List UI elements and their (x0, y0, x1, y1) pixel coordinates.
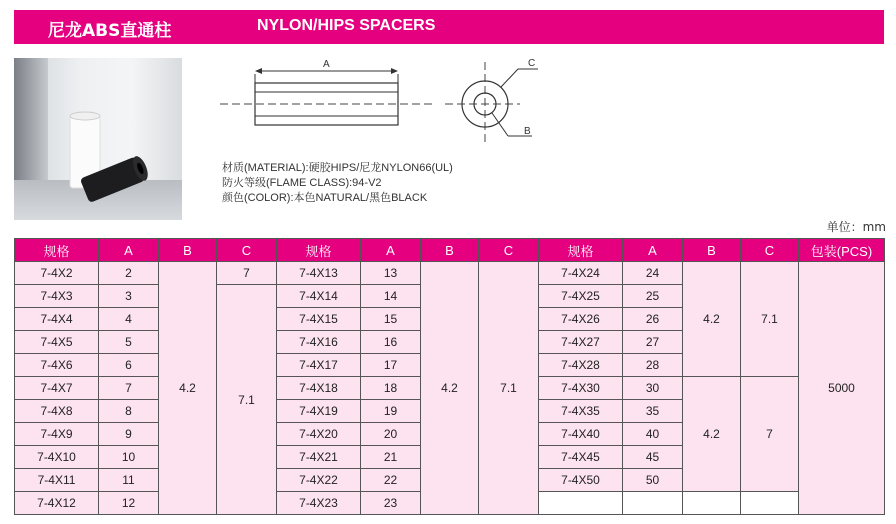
a-cell: 21 (361, 446, 421, 469)
dim-c-label: C (528, 58, 536, 69)
spec-cell: 7-4X9 (15, 423, 99, 446)
a-cell: 16 (361, 331, 421, 354)
a-cell: 30 (623, 377, 683, 400)
spacer-render-image (14, 58, 182, 220)
col-header: 规格 (15, 239, 99, 262)
spec-cell: 7-4X30 (539, 377, 623, 400)
col-header: C (479, 239, 539, 262)
spec-cell: 7-4X23 (277, 492, 361, 515)
a-cell: 25 (623, 285, 683, 308)
empty-cell (683, 492, 741, 515)
a-cell: 12 (99, 492, 159, 515)
dim-a-label: A (323, 59, 330, 70)
section-header (14, 10, 884, 44)
spec-cell: 7-4X5 (15, 331, 99, 354)
col-header: 规格 (539, 239, 623, 262)
spec-cell: 7-4X16 (277, 331, 361, 354)
empty-cell (741, 492, 799, 515)
col-header: A (99, 239, 159, 262)
col-header: B (683, 239, 741, 262)
spec-cell: 7-4X7 (15, 377, 99, 400)
a-cell: 8 (99, 400, 159, 423)
spec-cell: 7-4X25 (539, 285, 623, 308)
a-cell: 4 (99, 308, 159, 331)
col-header: C (217, 239, 277, 262)
spec-cell: 7-4X28 (539, 354, 623, 377)
a-cell: 3 (99, 285, 159, 308)
a-cell: 6 (99, 354, 159, 377)
col-header: A (361, 239, 421, 262)
a-cell: 13 (361, 262, 421, 285)
unit-label: 单位：mm (826, 220, 886, 234)
a-cell: 18 (361, 377, 421, 400)
spec-cell: 7-4X10 (15, 446, 99, 469)
a-cell: 10 (99, 446, 159, 469)
spec-cell: 7-4X27 (539, 331, 623, 354)
empty-cell (539, 492, 623, 515)
spec-cell: 7-4X21 (277, 446, 361, 469)
a-cell: 11 (99, 469, 159, 492)
spec-cell: 7-4X18 (277, 377, 361, 400)
spec-cell: 7-4X26 (539, 308, 623, 331)
a-cell: 7 (99, 377, 159, 400)
spec-cell: 7-4X12 (15, 492, 99, 515)
spec-text (222, 161, 453, 206)
table-header-row (15, 239, 885, 262)
spec-cell: 7-4X17 (277, 354, 361, 377)
dimension-diagram (220, 54, 550, 146)
spacer-spec-table (14, 238, 885, 515)
a-cell: 22 (361, 469, 421, 492)
c-cell: 7.1 (479, 262, 539, 515)
title-en: NYLON/HIPS SPACERS (257, 17, 436, 34)
spec-cell: 7-4X14 (277, 285, 361, 308)
spec-cell: 7-4X15 (277, 308, 361, 331)
a-cell: 24 (623, 262, 683, 285)
table-row (15, 262, 885, 285)
spec-cell: 7-4X45 (539, 446, 623, 469)
spec-cell: 7-4X40 (539, 423, 623, 446)
c-cell: 7 (741, 377, 799, 492)
spec-cell: 7-4X11 (15, 469, 99, 492)
spec-cell: 7-4X3 (15, 285, 99, 308)
a-cell: 2 (99, 262, 159, 285)
spec-cell: 7-4X20 (277, 423, 361, 446)
spec-cell: 7-4X24 (539, 262, 623, 285)
spec-cell: 7-4X50 (539, 469, 623, 492)
color-line: 颜色(COLOR):本色NATURAL/黑色BLACK (222, 192, 428, 204)
spec-cell: 7-4X2 (15, 262, 99, 285)
a-cell: 27 (623, 331, 683, 354)
b-cell: 4.2 (159, 262, 217, 515)
c-cell: 7 (217, 262, 277, 285)
spec-cell: 7-4X35 (539, 400, 623, 423)
a-cell: 5 (99, 331, 159, 354)
flame-class-line: 防火等级(FLAME CLASS):94-V2 (222, 177, 382, 189)
col-header: C (741, 239, 799, 262)
a-cell: 45 (623, 446, 683, 469)
a-cell: 20 (361, 423, 421, 446)
col-header: B (421, 239, 479, 262)
material-line: 材质(MATERIAL):硬胶HIPS/尼龙NYLON66(UL) (222, 162, 453, 174)
a-cell: 23 (361, 492, 421, 515)
col-header: 规格 (277, 239, 361, 262)
a-cell: 40 (623, 423, 683, 446)
b-cell: 4.2 (421, 262, 479, 515)
a-cell: 50 (623, 469, 683, 492)
empty-cell (623, 492, 683, 515)
spec-cell: 7-4X22 (277, 469, 361, 492)
a-cell: 35 (623, 400, 683, 423)
title-cn: 尼龙ABS直通柱 (48, 21, 172, 41)
a-cell: 19 (361, 400, 421, 423)
b-cell: 4.2 (683, 262, 741, 377)
spec-cell: 7-4X8 (15, 400, 99, 423)
a-cell: 17 (361, 354, 421, 377)
col-header: B (159, 239, 217, 262)
a-cell: 9 (99, 423, 159, 446)
col-header: A (623, 239, 683, 262)
c-cell: 7.1 (217, 285, 277, 515)
spec-cell: 7-4X13 (277, 262, 361, 285)
b-cell: 4.2 (683, 377, 741, 492)
pack-cell: 5000 (799, 262, 885, 515)
dim-b-label: B (524, 126, 531, 137)
col-header: 包装(PCS) (799, 239, 885, 262)
product-photo (14, 58, 182, 220)
spec-cell: 7-4X4 (15, 308, 99, 331)
a-cell: 26 (623, 308, 683, 331)
spec-cell: 7-4X19 (277, 400, 361, 423)
a-cell: 14 (361, 285, 421, 308)
a-cell: 28 (623, 354, 683, 377)
a-cell: 15 (361, 308, 421, 331)
spec-cell: 7-4X6 (15, 354, 99, 377)
c-cell: 7.1 (741, 262, 799, 377)
